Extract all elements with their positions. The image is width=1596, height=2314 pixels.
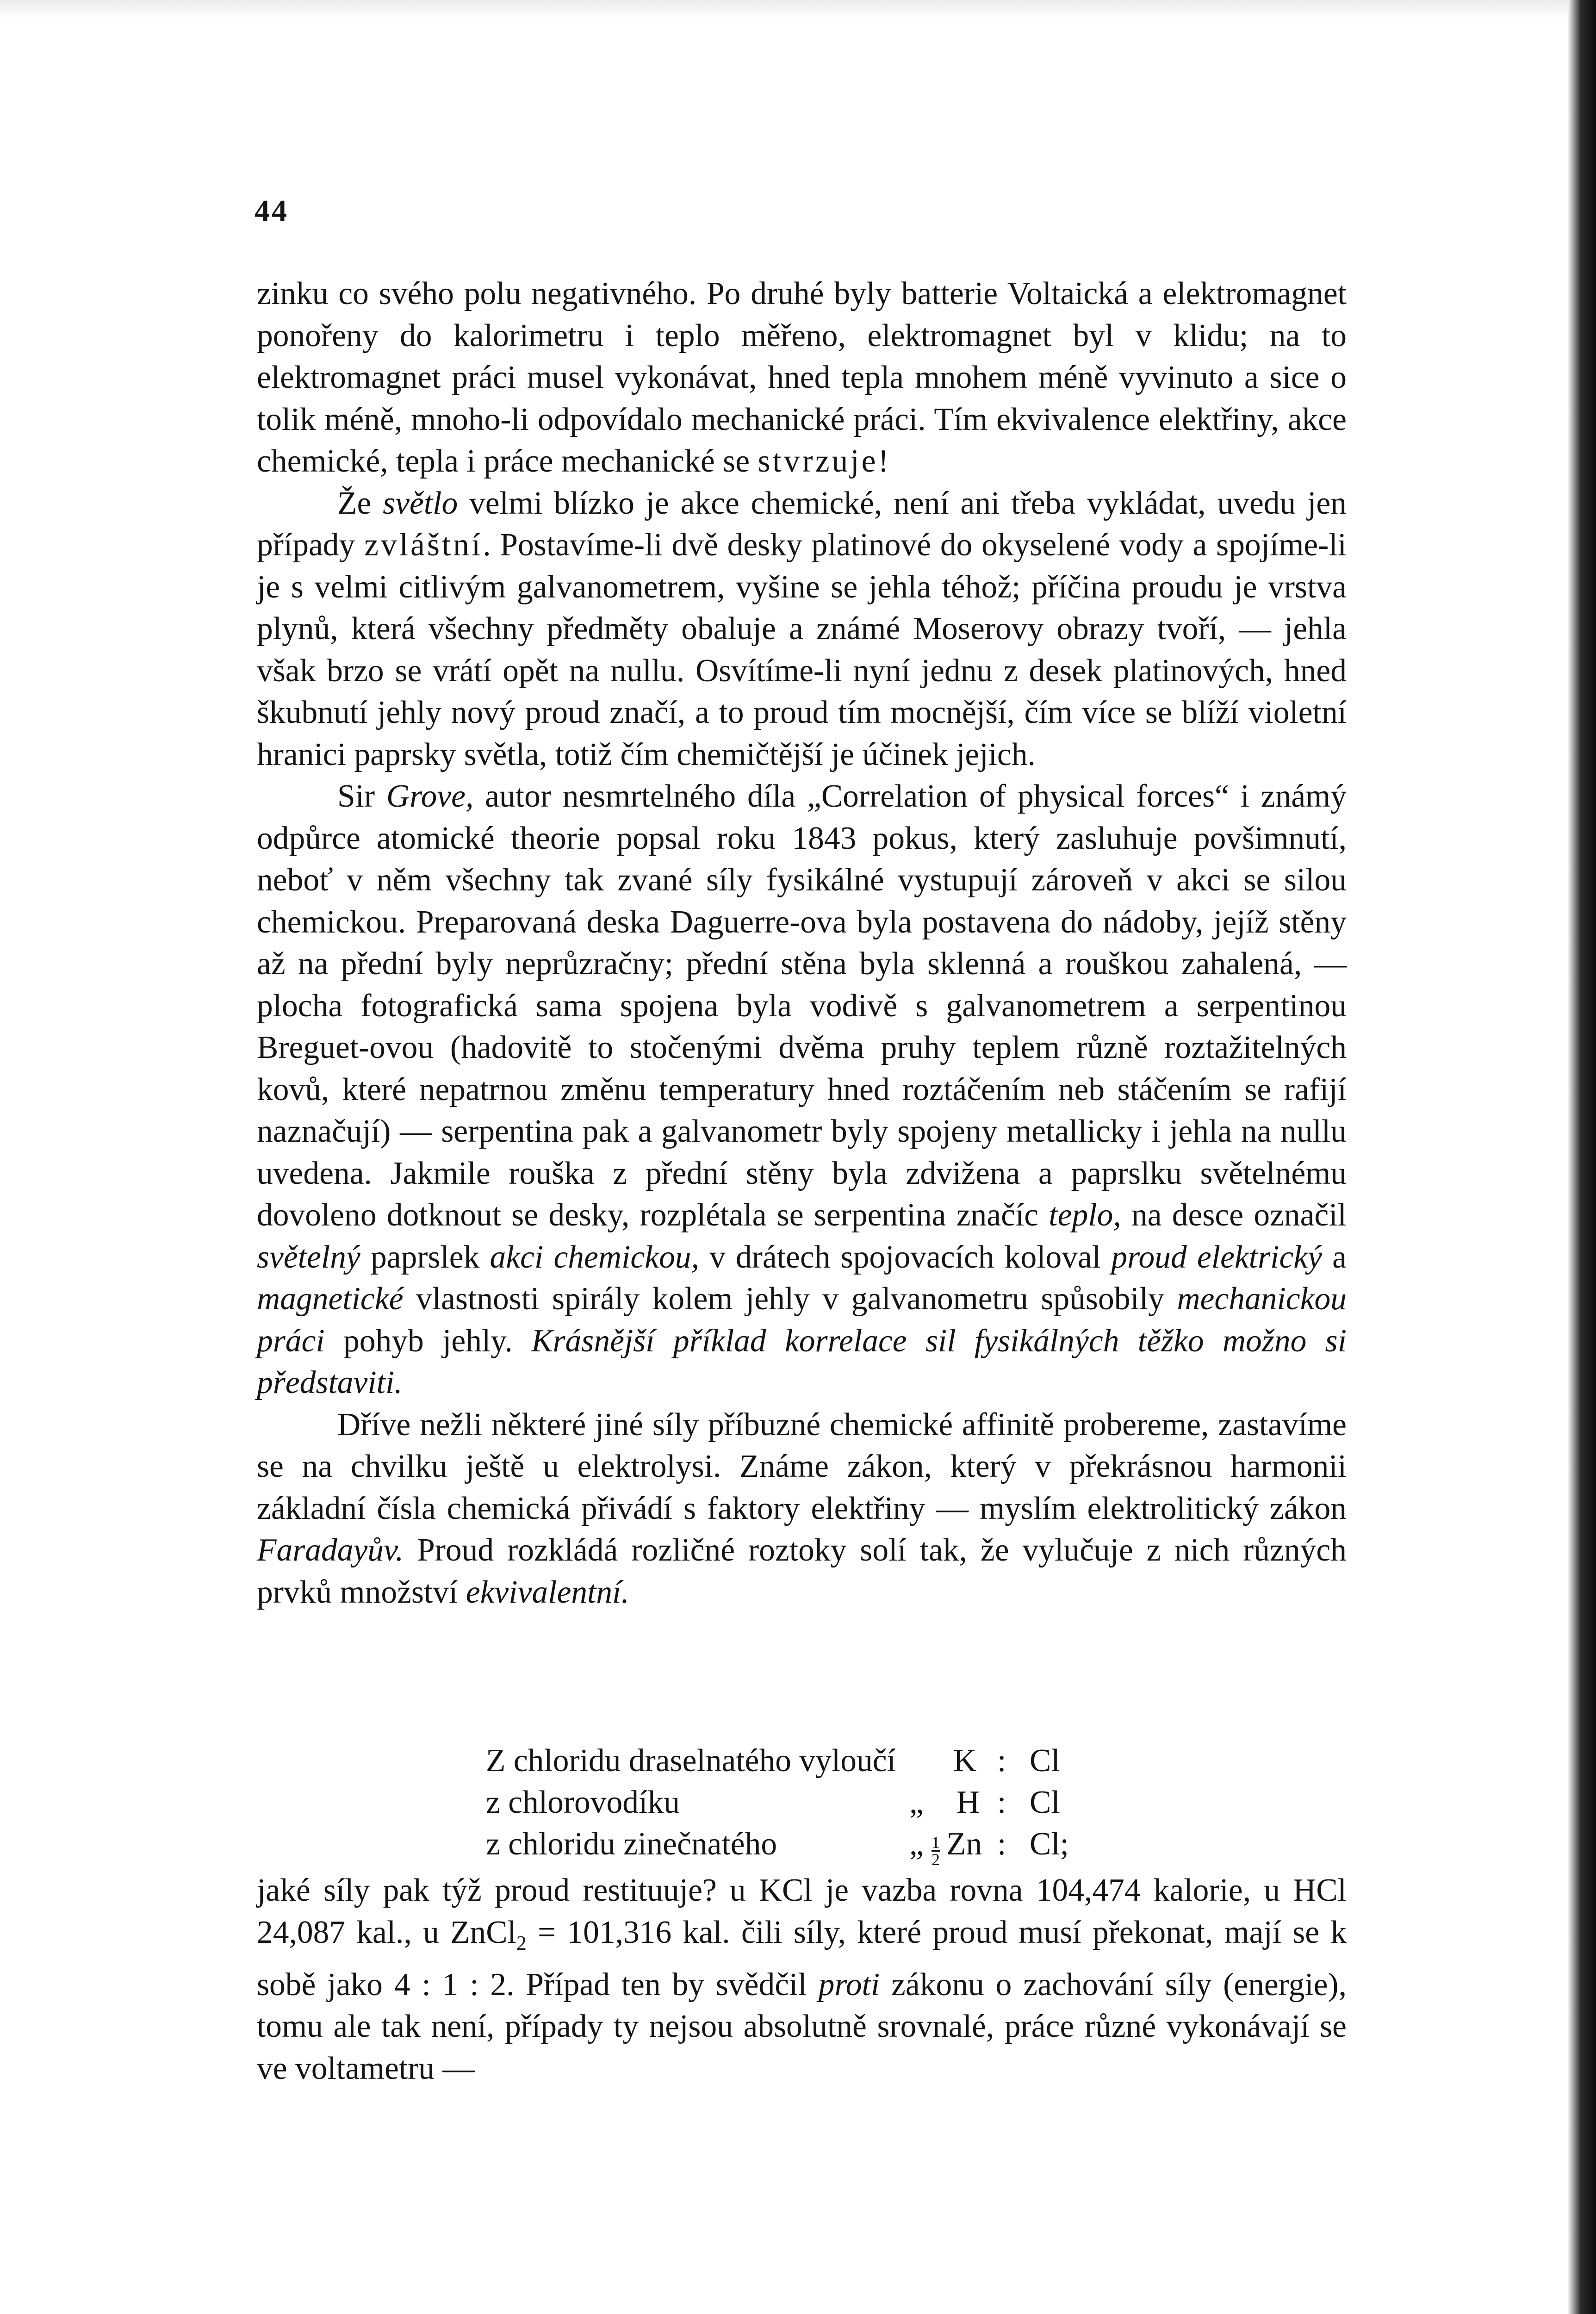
emphasis-mechanickou-praci: mechanickou práci [257,1281,1347,1359]
emphasis-korrelace: Krásnější příklad korrelace sil fysikálných těžko možno si představiti. [257,1323,1347,1400]
formula-row: z chloridu zinečnatého „ $\frac{1}{2}$ Zn : Cl; [486,1826,1069,1869]
page-binding-edge [1568,0,1596,2314]
emphasis-akci-chemickou: akci chemickou, [490,1239,699,1275]
paragraph-1: zinku co svého polu negativného. Po druhé byly batterie Voltaická a elektromagnet ponořeny do kalorimetru i teplo měřeno, elektromagnet byl v klidu; na to elektromagnet práci musel vykonávat, hned tepla mnohem méně vyvinuto a sice o tolik méně, mnoho-li odpovídalo mechanické práci. Tím ekvivalence elektřiny, akce chemické, tepla i práce mechanické se stvrzuje! [257,276,1347,479]
paragraph-2: Že světlo velmi blízko je akce chemické, není ani třeba vykládat, uvedu jen případy zvláštní. Postavíme-li dvě desky platinové do okyselené vody a spojíme-li je s velmi citlivým galvanometrem, vyšine se jehla téhož; příčina proudu je vrstva plynů, která všechny předměty obaluje a známé Moserovy obrazy tvoří, — jehla však brzo se vrátí opět na nullu. Osvítíme-li nyní jednu z desek platinových, hned škubnutí jehly nový proud značí, a to proud tím mocnější, čím více se blíží violetní hranici paprsky světla, totiž čím chemičtější je účinek jejich. [257,485,1347,772]
paragraph-3: Sir Grove, autor nesmrtelného díla „Correlation of physical forces“ i známý odpůrce atomické theorie popsal roku 1843 pokus, který zasluhuje povšimnutí, neboť v něm všechny tak zvané síly fysikálné vystupují zároveň v akci se silou chemickou. Preparovaná deska Daguerre-ova byla postavena do nádoby, jejíž stěny až na přední byly neprůzračny; přední stěna byla sklenná a rouškou zahalená, — plocha fotografická sama spojena byla vodivě s galvanometrem a serpentinou Breguet-ovou (hadovitě to stočenými dvěma pruhy teplem různě roztažitelných kovů, které nepatrnou změnu temperatury hned roztáčením neb stáčením se rafijí naznačují) — serpentina pak a galvanometr byly spojeny metallicky i jehla na nullu uvedena. Jakmile rouška z přední stěny byla zdvižena a paprslku světelnému dovoleno dotknout se desky, rozplétala se serpentina značíc teplo, na desce označil světelný paprslek akci chemickou, v drátech spojovacích koloval proud elektrický a magnetické vlastnosti spirály kolem jehly v galvanometru spůsobily mechanickou práci pohyb jehly. Krásnější příklad korrelace sil fysikálných těžko možno si představiti. [257,778,1347,1400]
emphasis-svetelny: světelný [257,1239,360,1275]
formula-row: Z chloridu draselnatého vyloučí K : Cl [486,1743,1060,1779]
electrolysis-table [257,1742,1347,1868]
emphasis-ekvivalentni: ekvivalentní. [466,1574,629,1610]
emphasis-teplo: teplo, [1049,1197,1121,1233]
formula-row: z chlorovodíku „ H : Cl [486,1785,1060,1820]
fraction-one-half: $\frac{1}{2}$ [932,1833,940,1869]
emphasis-proti: proti [818,1966,880,2003]
emphasis-faradayuv: Faradayův. [257,1532,404,1568]
emphasis-proud-elektricky: proud elektrický [1111,1239,1323,1275]
paragraph-4: Dříve nežli některé jiné síly příbuzné chemické affinitě probereme, zastavíme se na chvilku ještě u elektrolysi. Známe zákon, který v překrásnou harmonii základní čísla chemická přivádí s faktory elektřiny — myslím elektrolitický zákon Faradayův. Proud rozkládá rozličné roztoky solí tak, že vylučuje z nich různých prvků množství ekvivalentní. [257,1406,1347,1610]
text-block-top [257,273,1347,1613]
paragraph-5: jaké síly pak týž proud restituuje? u KCl je vazba rovna 104,474 kalorie, u HCl 24,087 kal., u ZnCl$_2$ = 101,316 kal. čili síly, které proud musí překonat, mají se k sobě jako 4 : 1 : 2. Případ ten by svědčil proti zákonu o zachování síly (energie), tomu ale tak není, případy ty nejsou absolutně srovnalé, práce různé vykonávají se ve voltametru — [257,1872,1347,2086]
text-block-bottom [257,1870,1347,2090]
page-number: 44 [255,194,289,228]
emphasis-svetlo: světlo [383,485,458,521]
page-top-shadow [0,0,1596,19]
emphasis-grove: Grove, [386,778,474,814]
emphasis-magneticke: magnetické [257,1281,404,1317]
